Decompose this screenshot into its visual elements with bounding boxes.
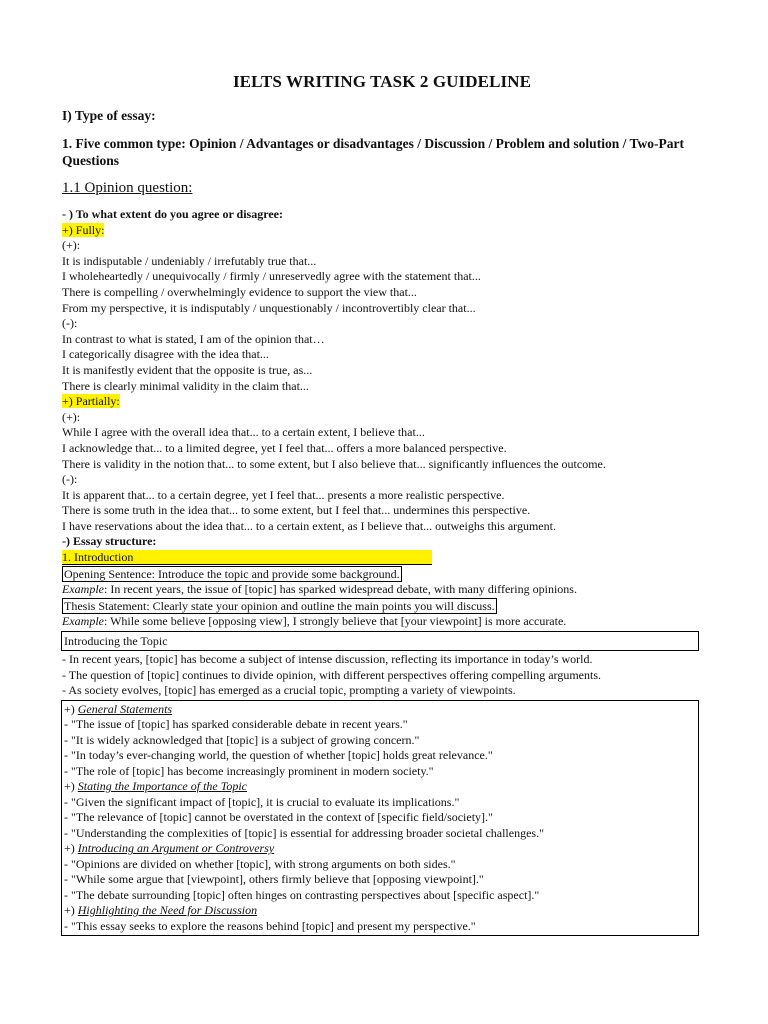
list-item: I acknowledge that... to a limited degree, yet I feel that... offers a more balanced perspective. (62, 440, 507, 455)
group-heading: +) Stating the Importance of the Topic (64, 779, 247, 794)
example-thesis: Example: While some believe [opposing view], I strongly believe that [your viewpoint] is more accurate. (62, 614, 567, 629)
document-page (62, 72, 702, 936)
list-item: - "The debate surrounding [topic] often hinges on contrasting perspectives about [specific aspect]." (64, 887, 540, 902)
partially-plus-label: (+): (62, 409, 81, 424)
group-heading: +) Introducing an Argument or Controversy (64, 841, 275, 856)
partially-minus-list (62, 488, 702, 535)
fully-minus-list (62, 332, 702, 394)
list-item: - "While some argue that [viewpoint], others firmly believe that [opposing viewpoint]." (64, 872, 484, 887)
introducing-topic-box: Introducing the Topic (61, 631, 699, 651)
example-opening: Example: In recent years, the issue of [topic] has sparked widespread debate, with many differing opinions. (62, 582, 577, 597)
thesis-statement: Thesis Statement: Clearly state your opinion and outline the main points you will discuss. (64, 598, 495, 613)
list-item: - "The relevance of [topic] cannot be overstated in the context of [specific field/society]." (64, 810, 493, 825)
list-item: - "This essay seeks to explore the reasons behind [topic] and present my perspective." (64, 918, 476, 933)
list-item: - "The role of [topic] has become increasingly prominent in modern society." (64, 763, 434, 778)
list-item: In contrast to what is stated, I am of the opinion that… (62, 331, 325, 346)
list-item: - The question of [topic] continues to divide opinion, with different perspectives offering compelling arguments. (62, 667, 601, 682)
list-item: It is indisputable / undeniably / irrefutably true that... (62, 253, 317, 268)
partially-minus-label: (-): (62, 472, 78, 487)
list-item: From my perspective, it is indisputably / unquestionably / incontrovertibly clear that... (62, 300, 476, 315)
fully-plus-label: (+): (62, 238, 81, 253)
example-label: Example (62, 582, 104, 597)
list-item: - "In today’s ever-changing world, the question of whether [topic] holds great relevance." (64, 748, 493, 763)
list-item: - "Given the significant impact of [topic], it is crucial to evaluate its implications." (64, 794, 460, 809)
fully-plus-list (62, 254, 702, 316)
list-item: - "Opinions are divided on whether [topic], with strong arguments on both sides." (64, 856, 456, 871)
agree-disagree-heading: - ) To what extent do you agree or disagree: (62, 207, 283, 221)
list-item: - "It is widely acknowledged that [topic] is a subject of growing concern." (64, 732, 420, 747)
list-item: It is apparent that... to a certain degree, yet I feel that... presents a more realistic perspective. (62, 487, 505, 502)
list-item: I wholeheartedly / unequivocally / firmly / unreservedly agree with the statement that... (62, 269, 481, 284)
list-item: It is manifestly evident that the opposite is true, as... (62, 362, 313, 377)
list-item: - "The issue of [topic] has sparked considerable debate in recent years." (64, 717, 408, 732)
group-title: General Statements (77, 701, 173, 716)
list-item: I have reservations about the idea that... to a certain extent, as I believe that... outweighs this argument. (62, 518, 556, 533)
list-item: There is validity in the notion that... to some extent, but I also believe that... significantly influences the outcome. (62, 456, 606, 471)
list-item: - In recent years, [topic] has become a subject of intense discussion, reflecting its importance in today’s world. (62, 652, 593, 667)
introduction-label: 1. Introduction (62, 550, 432, 565)
list-item: There is some truth in the idea that... to some extent, but I feel that... undermines this perspective. (62, 503, 531, 518)
section-type-of-essay: I) Type of essay: (62, 108, 156, 123)
partially-plus-list (62, 425, 702, 472)
list-item: There is clearly minimal validity in the claim that... (62, 378, 309, 393)
list-item: There is compelling / overwhelmingly evidence to support the view that... (62, 284, 417, 299)
list-item: I categorically disagree with the idea that... (62, 347, 269, 362)
intro-lines-list (62, 652, 702, 699)
opinion-question-heading: 1.1 Opinion question: (62, 180, 193, 196)
group-title: Stating the Importance of the Topic (77, 779, 247, 794)
essay-structure-heading: -) Essay structure: (62, 534, 157, 549)
list-item: While I agree with the overall idea that... to a certain extent, I believe that... (62, 425, 425, 440)
group-heading: +) General Statements (64, 701, 173, 716)
group-heading: +) Highlighting the Need for Discussion (64, 903, 258, 918)
list-item: - "Understanding the complexities of [topic] is essential for addressing broader societal challenges." (64, 825, 544, 840)
phrase-groups-box (61, 700, 699, 937)
example-label: Example (62, 614, 104, 629)
essay-types: 1. Five common type: Opinion / Advantages or disadvantages / Discussion / Problem and solution / Two-Part Questions (62, 136, 684, 168)
opening-sentence: Opening Sentence: Introduce the topic and provide some background. (64, 566, 400, 581)
fully-minus-label: (-): (62, 316, 78, 331)
document-title: IELTS WRITING TASK 2 GUIDELINE (232, 72, 532, 91)
group-title: Highlighting the Need for Discussion (77, 903, 258, 918)
fully-label: +) Fully: (62, 222, 105, 237)
partially-label: +) Partially: (62, 394, 120, 409)
list-item: - As society evolves, [topic] has emerged as a crucial topic, prompting a variety of viewpoints. (62, 683, 516, 698)
group-title: Introducing an Argument or Controversy (77, 841, 275, 856)
